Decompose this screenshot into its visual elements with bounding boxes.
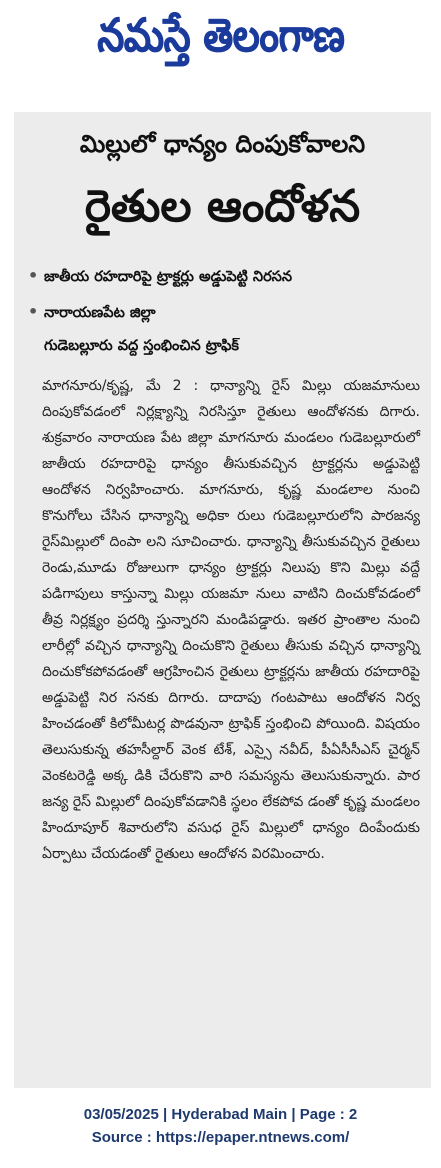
masthead (0, 0, 441, 82)
date-edition-page: 03/05/2025 | Hyderabad Main | Page : 2 (83, 1106, 358, 1123)
subheading-1 (28, 266, 423, 289)
bullet-icon: • (28, 266, 39, 285)
headline-kicker: మిల్లులో ధాన్యం దింపుకోవాలని (79, 130, 366, 158)
subheading-text: జాతీయ రహదారిపై ట్రాక్టర్లు అడ్డుపెట్టి నిరసన (44, 269, 293, 285)
subheading-text: నారాయణపేట జిల్లా (44, 305, 156, 321)
article-body: మాగనూరు/కృష్ణ, మే 2 : ధాన్యాన్ని రైస్ మిల్లు యజమానులు దింపుకోవడంలో నిర్లక్ష్యాన్ని నిరసిస్తూ రైతులు ఆందోళనకు దిగారు. శుక్రవారం నారాయణ పేట జిల్లా మాగనూరు మండలం గుడెబల్లూరులో జాతీయ రహదారిపై ధాన్యం తీసుకువచ్చిన ట్రాక్టర్లను అడ్డుపెట్టి ఆందోళన నిర్వహించారు. మాగనూరు, కృష్ణ మండలాల నుంచి కొనుగోలు చేసిన ధాన్యాన్ని అధికా రులు గుడెబల్లూరులోని పారజన్య రైస్‌మిల్లులో దింపా లని సూచించారు. ధాన్యాన్ని తీసుకువచ్చిన రైతులు రెండు,మూడు రోజులుగా ధాన్యం ట్రాక్టర్లు నిలుపు కొని మిల్లు వద్దే పడిగాపులు కాస్తున్నా మిల్లు యజమా నులు వాటిని దించుకోవడంలో తీవ్ర నిర్లక్ష్యం ప్రదర్శి స్తున్నారని మండిపడ్డారు. ఇతర ప్రాంతాల నుంచి లారీల్లో వచ్చిన ధాన్యాన్ని దించుకొని రైతులు తీసుకు వచ్చిన ధాన్యాన్ని దించుకోకపోవడంతో ఆగ్రహించిన రైతులు ట్రాక్టర్లను జాతీయ రహదారిపై అడ్డుపెట్టి నిర సనకు దిగారు. దాదాపు గంటపాటు ఆందోళన నిర్వ హించడంతో కిలోమీటర్ల పొడవునా ట్రాఫిక్ స్తంభించి పోయింది. విషయం తెలుసుకున్న తహసీల్దార్ వెంక టేశ్, ఎస్సై నవీద్, పీఏసీసీఎస్ చైర్మన్ వెంకటరెడ్డి అక్క డికి చేరుకొని వారి సమస్యను తెలుసుకున్నారు. పార జన్య రైస్ మిల్లులో దింపుకోవడానికి స్థలం లేకపోవ డంతో కృష్ణ మండలం హిందూపూర్ శివారులోని వసుధ రైస్ మిల్లులో ధాన్యం దింపేందుకు ఏర్పాటు చేయడంతో రైతులు ఆందోళన విరమించారు. (42, 378, 420, 862)
newspaper-logo: నమస్తే తెలంగాణ (96, 8, 345, 62)
subheading-2 (28, 302, 423, 325)
bullet-icon: • (28, 302, 39, 321)
source-link[interactable]: Source : https://epaper.ntnews.com/ (91, 1129, 350, 1146)
subheading-text: గుడెబల్లూరు వద్ద స్తంభించిన ట్రాఫిక్ (44, 338, 239, 354)
headline: రైతుల ఆందోళన (84, 181, 361, 232)
subheading-3 (28, 338, 423, 358)
